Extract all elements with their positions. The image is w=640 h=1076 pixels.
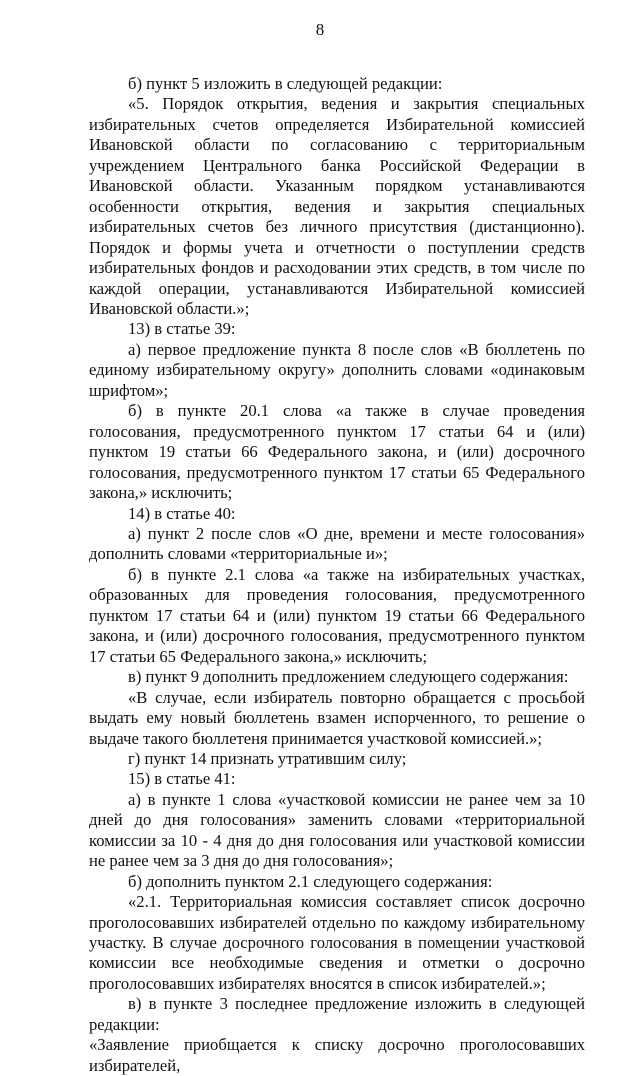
paragraph: г) пункт 14 признать утратившим силу;: [128, 748, 407, 768]
paragraph: а) в пункте 1 слова «участковой комиссии не ранее чем за 10 дней до дня голосования» заменить словами «территориальной комиссии за 10 - 4 дня до дня голосования или участковой комиссии не ранее чем за 3 дня до дня голосования»;: [89, 789, 585, 871]
paragraph: «Заявление приобщается к списку досрочно проголосовавших избирателей,: [89, 1035, 585, 1075]
paragraph: б) в пункте 2.1 слова «а также на избирательных участках, образованных для проведения голосования, предусмотренного пунктом 17 статьи 64 и (или) пунктом 19 статьи 66 Федерального закона, и (или) досрочного голосования, предусмотренного пунктом 17 статьи 65 Федерального закона,» исключить;: [89, 564, 585, 666]
page-number: 8: [315, 20, 325, 39]
paragraph: «2.1. Территориальная комиссия составляет список досрочно проголосовавших избирателей отдельно по каждому избирательному участку. В случае досрочного голосования в помещении участковой комиссии все необходимые сведения и отметки о досрочно проголосовавших избирателях вносятся в список избирателей.»;: [89, 892, 585, 993]
paragraph: в) пункт 9 дополнить предложением следующего содержания:: [128, 667, 569, 687]
paragraph: «5. Порядок открытия, ведения и закрытия специальных избирательных счетов определяется Избирательной комиссией Ивановской области по согласованию с территориальным учреждением Центрального банка Российской Федерации в Ивановской области. Указанным порядком устанавливаются особенности открытия, ведения и закрытия специальных избирательных счетов без личного присутствия (дистанционно). Порядок и формы учета и отчетности о поступлении средств избирательных фондов и расходовании этих средств, в том числе по каждой операции, устанавливаются Избирательной комиссией Ивановской области.»;: [89, 94, 585, 318]
paragraph: б) дополнить пунктом 2.1 следующего содержания:: [128, 871, 493, 891]
paragraph: б) в пункте 20.1 слова «а также в случае проведения голосования, предусмотренного пунктом 17 статьи 64 и (или) пунктом 19 статьи 66 Федерального закона, и (или) досрочного голосования, предусмотренного пунктом 17 статьи 65 Федерального закона,» исключить;: [89, 401, 585, 503]
paragraph: б) пункт 5 изложить в следующей редакции:: [128, 74, 443, 93]
paragraph: в) в пункте 3 последнее предложение изложить в следующей редакции:: [89, 994, 585, 1034]
paragraph: 13) в статье 39:: [128, 319, 236, 339]
paragraph: а) пункт 2 после слов «О дне, времени и месте голосования» дополнить словами «территориальные и»;: [89, 523, 585, 564]
paragraph: а) первое предложение пункта 8 после слов «В бюллетень по единому избирательному округу» дополнить словами «одинаковым шрифтом»;: [89, 339, 585, 400]
paragraph: 14) в статье 40:: [128, 503, 236, 523]
paragraph: 15) в статье 41:: [128, 769, 236, 789]
document-body: [89, 74, 585, 1076]
paragraph: «В случае, если избиратель повторно обращается с просьбой выдать ему новый бюллетень взамен испорченного, то решение о выдаче такого бюллетеня принимается участковой комиссией.»;: [89, 687, 585, 748]
